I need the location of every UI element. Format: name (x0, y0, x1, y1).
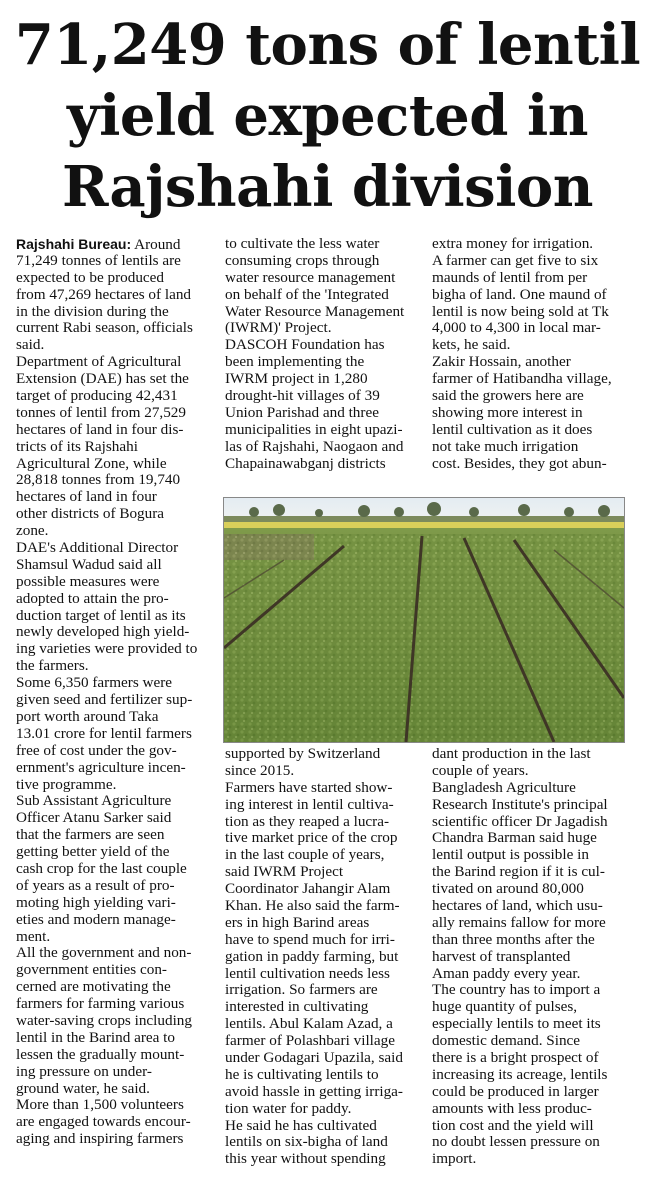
article-line: lentil is now being sold at Tk (432, 302, 609, 320)
article-line: ing pressure on under- (16, 1062, 152, 1080)
article-line: aging and inspiring farmers (16, 1130, 184, 1148)
article-line: duction target of lentil as its (16, 606, 186, 624)
article-line: lentils on six-bigha of land (225, 1133, 388, 1151)
article-line: Union Parishad and three (225, 403, 379, 421)
article-line: moting high yielding vari- (16, 893, 176, 911)
article-line: under Godagari Upazila, said (225, 1049, 403, 1067)
article-line: DAE's Additional Director (16, 539, 179, 557)
byline: Rajshahi Bureau: (16, 236, 132, 252)
article-line: Extension (DAE) has set the (16, 370, 189, 388)
article-line: scientific officer Dr Jagadish (432, 812, 608, 830)
article-line: A farmer can get five to six (432, 251, 599, 269)
article-line: hectares of land, which usu- (432, 897, 603, 915)
article-line: supported by Switzerland (225, 745, 381, 762)
article-line: lentil cultivation as it does (432, 420, 593, 438)
article-line: tion water for paddy. (225, 1099, 352, 1117)
article-line: Aman paddy every year. (432, 964, 581, 982)
article-line: gation in paddy farming, but (225, 947, 399, 965)
article-line: zone. (16, 522, 49, 540)
headline (0, 10, 655, 223)
article-line: consuming crops through (225, 251, 380, 269)
article-line: said the growers here are (432, 387, 584, 405)
article-line: Coordinator Jahangir Alam (225, 880, 391, 898)
article-line: there is a bright prospect of (432, 1049, 599, 1067)
article-line: ing varieties were provided to (16, 640, 198, 658)
lentil-field-photo (223, 497, 625, 743)
article-line: the Barind region if it is cul- (432, 863, 605, 881)
article-line: expected to be produced (16, 268, 165, 286)
article-line: ground water, he said. (16, 1079, 150, 1097)
article-line: ally remains fallow for more (432, 913, 606, 931)
article-line: hectares of land in four (16, 488, 157, 506)
article-line: Shamsul Wadud said all (16, 555, 162, 573)
article-line: target of producing 42,431 (16, 387, 178, 405)
article-line: been implementing the (225, 353, 365, 371)
article-line: ing interest in lentil cultiva- (225, 795, 394, 813)
article-line: lentils. Abul Kalam Azad, a (225, 1015, 393, 1033)
article-line: DASCOH Foundation has (225, 336, 385, 354)
article-line: Department of Agricultural (16, 353, 182, 371)
article-line: 13.01 crore for lentil farmers (16, 724, 192, 742)
article-line: farmer of Hatibandha village, (432, 370, 612, 388)
article-line: las of Rajshahi, Naogaon and (225, 437, 404, 455)
article-line: maunds of lentil from per (432, 268, 588, 286)
article-line: avoid hassle in getting irriga- (225, 1082, 403, 1100)
article-line: water resource management (225, 268, 396, 286)
article-line: increasing its acreage, lentils (432, 1065, 608, 1083)
article-line: IWRM project in 1,280 (225, 370, 368, 388)
article-line: import. (432, 1150, 477, 1168)
article-line: ernment's agriculture incen- (16, 758, 186, 776)
article-line: ers in high Barind areas (225, 913, 370, 931)
article-line: 4,000 to 4,300 in local mar- (432, 319, 601, 337)
article-line: Agricultural Zone, while (16, 454, 167, 472)
article-line: He said he has cultivated (225, 1116, 377, 1134)
article-line: current Rabi season, officials (16, 319, 193, 337)
article-line: municipalities in eight upazi- (225, 420, 403, 438)
article-line: since 2015. (225, 761, 295, 779)
article-line: this year without spending (225, 1150, 386, 1168)
article-line: irrigation. So farmers are (225, 981, 378, 999)
article-line: that the farmers are seen (16, 826, 165, 844)
article-line: from 47,269 hectares of land (16, 285, 192, 303)
article-column-3-top (432, 236, 638, 472)
article-line: water-saving crops including (16, 1011, 192, 1029)
article-line: tricts of its Rajshahi (16, 437, 138, 455)
article-line: huge quantity of pulses, (432, 998, 578, 1016)
article-line: other districts of Bogura (16, 505, 165, 523)
article-line: domestic demand. Since (432, 1032, 581, 1050)
article-line: said. (16, 336, 45, 354)
article-line: cash crop for the last couple (16, 859, 187, 877)
article-line: ment. (16, 927, 51, 945)
article-line: Officer Atanu Sarker said (16, 809, 172, 827)
article-line: getting better yield of the (16, 843, 170, 861)
article-line: kets, he said. (432, 336, 511, 354)
article-line: cerned are motivating the (16, 978, 171, 996)
article-line: cost. Besides, they got abun- (432, 454, 607, 472)
article-line: Farmers have started show- (225, 778, 393, 796)
article-line: Sub Assistant Agriculture (16, 792, 172, 810)
article-line: not take much irrigation (432, 437, 579, 455)
article-line: bigha of land. One maund of (432, 285, 607, 303)
article-line: on behalf of the 'Integrated (225, 285, 389, 303)
article-line: lentil output is possible in (432, 846, 589, 864)
article-line: farmers for farming various (16, 995, 185, 1013)
headline-line: yield expected in (67, 83, 588, 149)
article-line: extra money for irrigation. (432, 235, 594, 252)
article-line: given seed and fertilizer sup- (16, 691, 193, 709)
article-line: tion as they reaped a lucra- (225, 812, 390, 830)
article-line: farmer of Polashbari village (225, 1032, 395, 1050)
article-line: Chapainawabganj districts (225, 454, 386, 472)
article-line: 28,818 tonnes from 19,740 (16, 471, 181, 489)
article-line: Bangladesh Agriculture (432, 778, 576, 796)
article-line (16, 236, 212, 253)
article-line: in the division during the (16, 302, 169, 320)
article-line: 71,249 tonnes of lentils are (16, 251, 181, 269)
headline-line: 71,249 tons of lentil (14, 12, 641, 78)
article-line: lentil in the Barind area to (16, 1028, 175, 1046)
article-line: said IWRM Project (225, 863, 344, 881)
article-line: tion cost and the yield will (432, 1116, 594, 1134)
article-line: amounts with less produc- (432, 1099, 592, 1117)
article-line: interested in cultivating (225, 998, 369, 1016)
article-line: the farmers. (16, 657, 89, 675)
article-column-3-bottom (432, 746, 638, 1168)
article-line: he is cultivating lentils to (225, 1065, 379, 1083)
article-line: especially lentils to meet its (432, 1015, 601, 1033)
article-line: (IWRM)' Project. (225, 319, 332, 337)
article-line: free of cost under the gov- (16, 741, 177, 759)
article-line: than three months after the (432, 930, 595, 948)
article-line: tivated on around 80,000 (432, 880, 584, 898)
headline-line: Rajshahi division (62, 154, 593, 220)
article-line: no doubt lessen pressure on (432, 1133, 600, 1151)
article-line: have to spend much for irri- (225, 930, 395, 948)
article-line: possible measures were (16, 572, 160, 590)
article-line: Water Resource Management (225, 302, 405, 320)
article-line: Zakir Hossain, another (432, 353, 571, 371)
article-line: Khan. He also said the farm- (225, 897, 400, 915)
article-line: Research Institute's principal (432, 795, 608, 813)
article-line: in the last couple of years, (225, 846, 385, 864)
article-line: drought-hit villages of 39 (225, 387, 380, 405)
article-line: newly developed high yield- (16, 623, 190, 641)
article-line: harvest of transplanted (432, 947, 571, 965)
article-line: port worth around Taka (16, 707, 159, 725)
article-line: Chandra Barman said huge (432, 829, 597, 847)
lentil-field-illustration (224, 498, 624, 742)
article-line: eties and modern manage- (16, 910, 176, 928)
article-line: lentil cultivation needs less (225, 964, 390, 982)
article-line: More than 1,500 volunteers (16, 1096, 184, 1114)
article-line: tive market price of the crop (225, 829, 398, 847)
article-line: of years as a result of pro- (16, 876, 175, 894)
article-line: are engaged towards encour- (16, 1113, 191, 1131)
article-line: tive programme. (16, 775, 117, 793)
article-column-2-top (225, 236, 423, 472)
article-line: hectares of land in four dis- (16, 420, 184, 438)
article-line: tonnes of lentil from 27,529 (16, 403, 186, 421)
article-text: Around (131, 236, 181, 253)
article-column-1 (16, 236, 212, 1148)
article-line: The country has to import a (432, 981, 601, 999)
article-line: government entities con- (16, 961, 167, 979)
article-line: All the government and non- (16, 944, 192, 962)
article-line: adopted to attain the pro- (16, 589, 169, 607)
article-column-2-bottom (225, 746, 423, 1168)
article-line: showing more interest in (432, 403, 583, 421)
article-line: lessen the gradually mount- (16, 1045, 185, 1063)
article-line: dant production in the last (432, 745, 591, 762)
article-line: could be produced in larger (432, 1082, 599, 1100)
article-line: to cultivate the less water (225, 235, 380, 252)
article-line: Some 6,350 farmers were (16, 674, 173, 692)
article-line: couple of years. (432, 761, 529, 779)
